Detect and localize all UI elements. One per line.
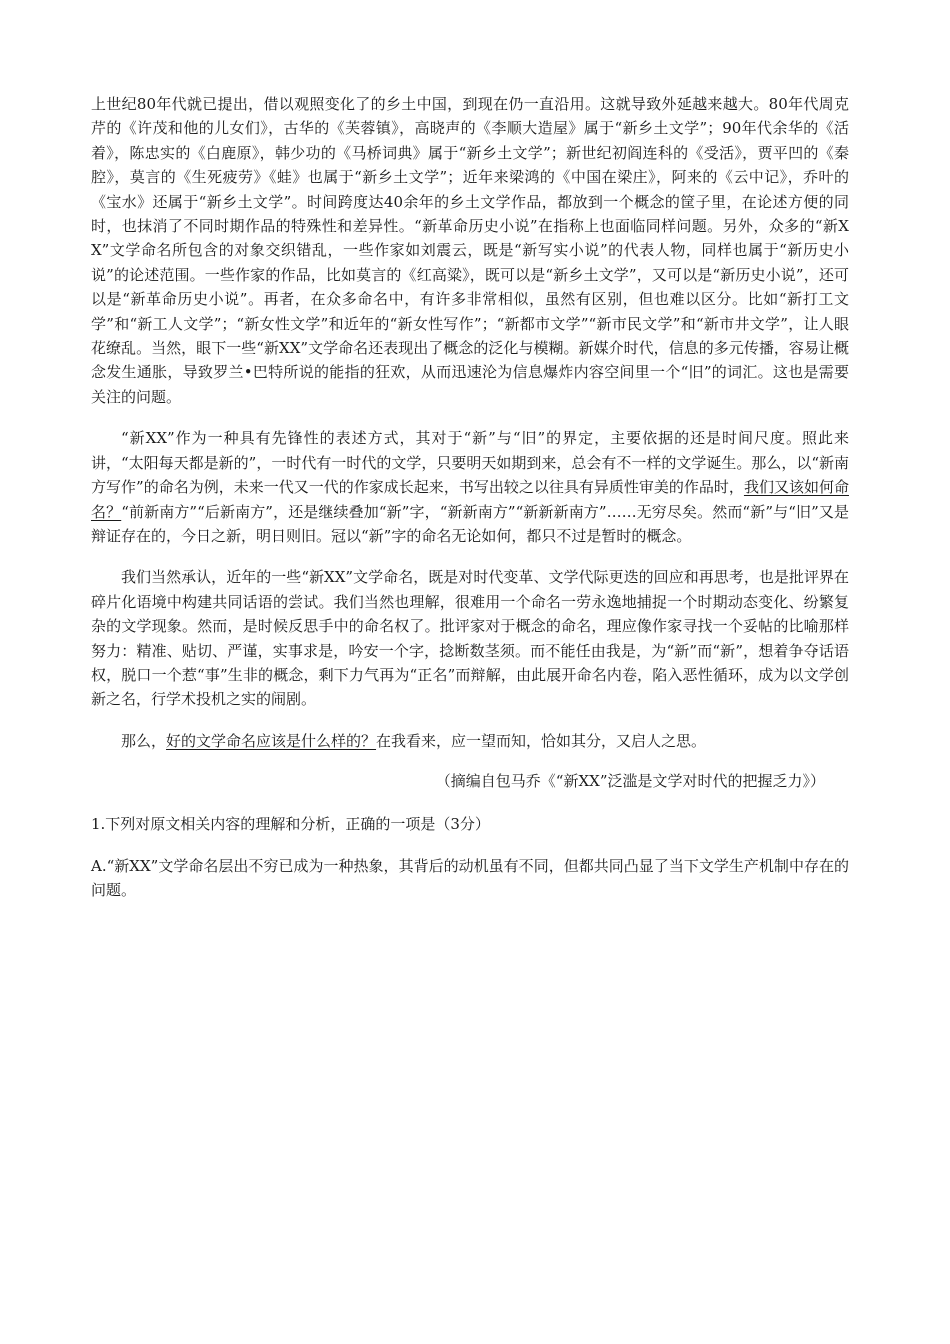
question-stem: 1.下列对原文相关内容的理解和分析，正确的一项是（3分）	[91, 814, 490, 833]
paragraph-1: 上世纪80年代就已提出，借以观照变化了的乡土中国，到现在仍一直沿用。这就导致外延越来越大。80年代周克芹的《许茂和他的儿女们》，古华的《芙蓉镇》，高晓声的《李顺大造屋》属于“新乡土文学”；90年代余华的《活着》，陈忠实的《白鹿原》，韩少功的《马桥词典》属于“新乡土文学”；新世纪初阎连科的《受活》，贾平凹的《秦腔》，莫言的《生死疲劳》《蛙》也属于“新乡土文学”；近年来梁鸿的《中国在梁庄》，阿来的《云中记》，乔叶的《宝水》还属于“新乡土文学”。时间跨度达40余年的乡土文学作品，都放到一个概念的筐子里，在论述方便的同时，也抹消了不同时期作品的特殊性和差异性。“新革命历史小说”在指称上也面临同样问题。另外，众多的“新XX”文学命名所包含的对象交织错乱，一些作家如刘震云，既是“新写实小说”的代表人物，同样也属于“新历史小说”的论述范围。一些作家的作品，比如莫言的《红高粱》，既可以是“新乡土文学”，又可以是“新历史小说”，还可以是“新革命历史小说”。再者，在众多命名中，有许多非常相似，虽然有区别，但也难以区分。比如“新打工文学”和“新工人文学”；“新女性文学”和近年的“新女性写作”；“新都市文学”“新市民文学”和“新市井文学”，让人眼花缭乱。当然，眼下一些“新XX”文学命名还表现出了概念的泛化与模糊。新媒介时代，信息的多元传播，容易让概念发生通胀，导致罗兰•巴特所说的能指的狂欢，从而迅速沦为信息爆炸内容空间里一个“旧”的词汇。这也是需要关注的问题。	[91, 95, 849, 406]
paragraph-2-text-b: “前新南方”“后新南方”，还是继续叠加“新”字，“新新南方”“新新新南方”……无穷尽矣。然而“新”与“旧”又是辩证存在的，今日之新，明日则旧。冠以“新”字的命名无论如何，都只不过是暂时的概念。	[91, 502, 849, 545]
paragraph-3: 我们当然承认，近年的一些“新XX”文学命名，既是对时代变革、文学代际更迭的回应和再思考，也是批评界在碎片化语境中构建共同话语的尝试。我们当然也理解，很难用一个命名一劳永逸地捕捉一个时期动态变化、纷繁复杂的文学现象。然而，是时候反思手中的命名权了。批评家对于概念的命名，理应像作家寻找一个妥帖的比喻那样努力：精准、贴切、严谨，实事求是，吟安一个字，捻断数茎须。而不能任由我是，为“新”而“新”，想着争夺话语权，脱口一个惹“事”生非的概念，剩下力气再为“正名”而辩解，由此展开命名内卷，陷入恶性循环，成为以文学创新之名，行学术投机之实的闹剧。	[91, 568, 849, 709]
paragraph-2-text-a: “新XX”作为一种具有先锋性的表述方式，其对于“新”与“旧”的界定，主要依据的还是时间尺度。照此来讲，“太阳每天都是新的”，一时代有一时代的文学，只要明天如期到来，总会有不一样的文学诞生。那么，以“新南方写作”的命名为例，未来一代又一代的作家成长起来，书写出较之以往具有异质性审美的作品时，	[91, 429, 850, 497]
question-option-a: A.“新XX”文学命名层出不穷已成为一种热象，其背后的动机虽有不同，但都共同凸显了当下文学生产机制中存在的问题。	[91, 856, 849, 900]
source-citation: （摘编自包马乔《“新XX”泛滥是文学对时代的把握乏力》）	[435, 772, 825, 791]
underlined-question-2: 好的文学命名应该是什么样的？	[166, 731, 377, 750]
paragraph-2	[91, 426, 849, 548]
document-page	[91, 92, 849, 903]
paragraph-4-text-a: 那么，	[121, 731, 167, 750]
underlined-question-1: 我们又该如何命名？	[91, 478, 849, 521]
paragraph-4	[91, 729, 849, 753]
paragraph-4-text-b: 在我看来，应一望而知，恰如其分，又启人之思。	[376, 731, 707, 750]
